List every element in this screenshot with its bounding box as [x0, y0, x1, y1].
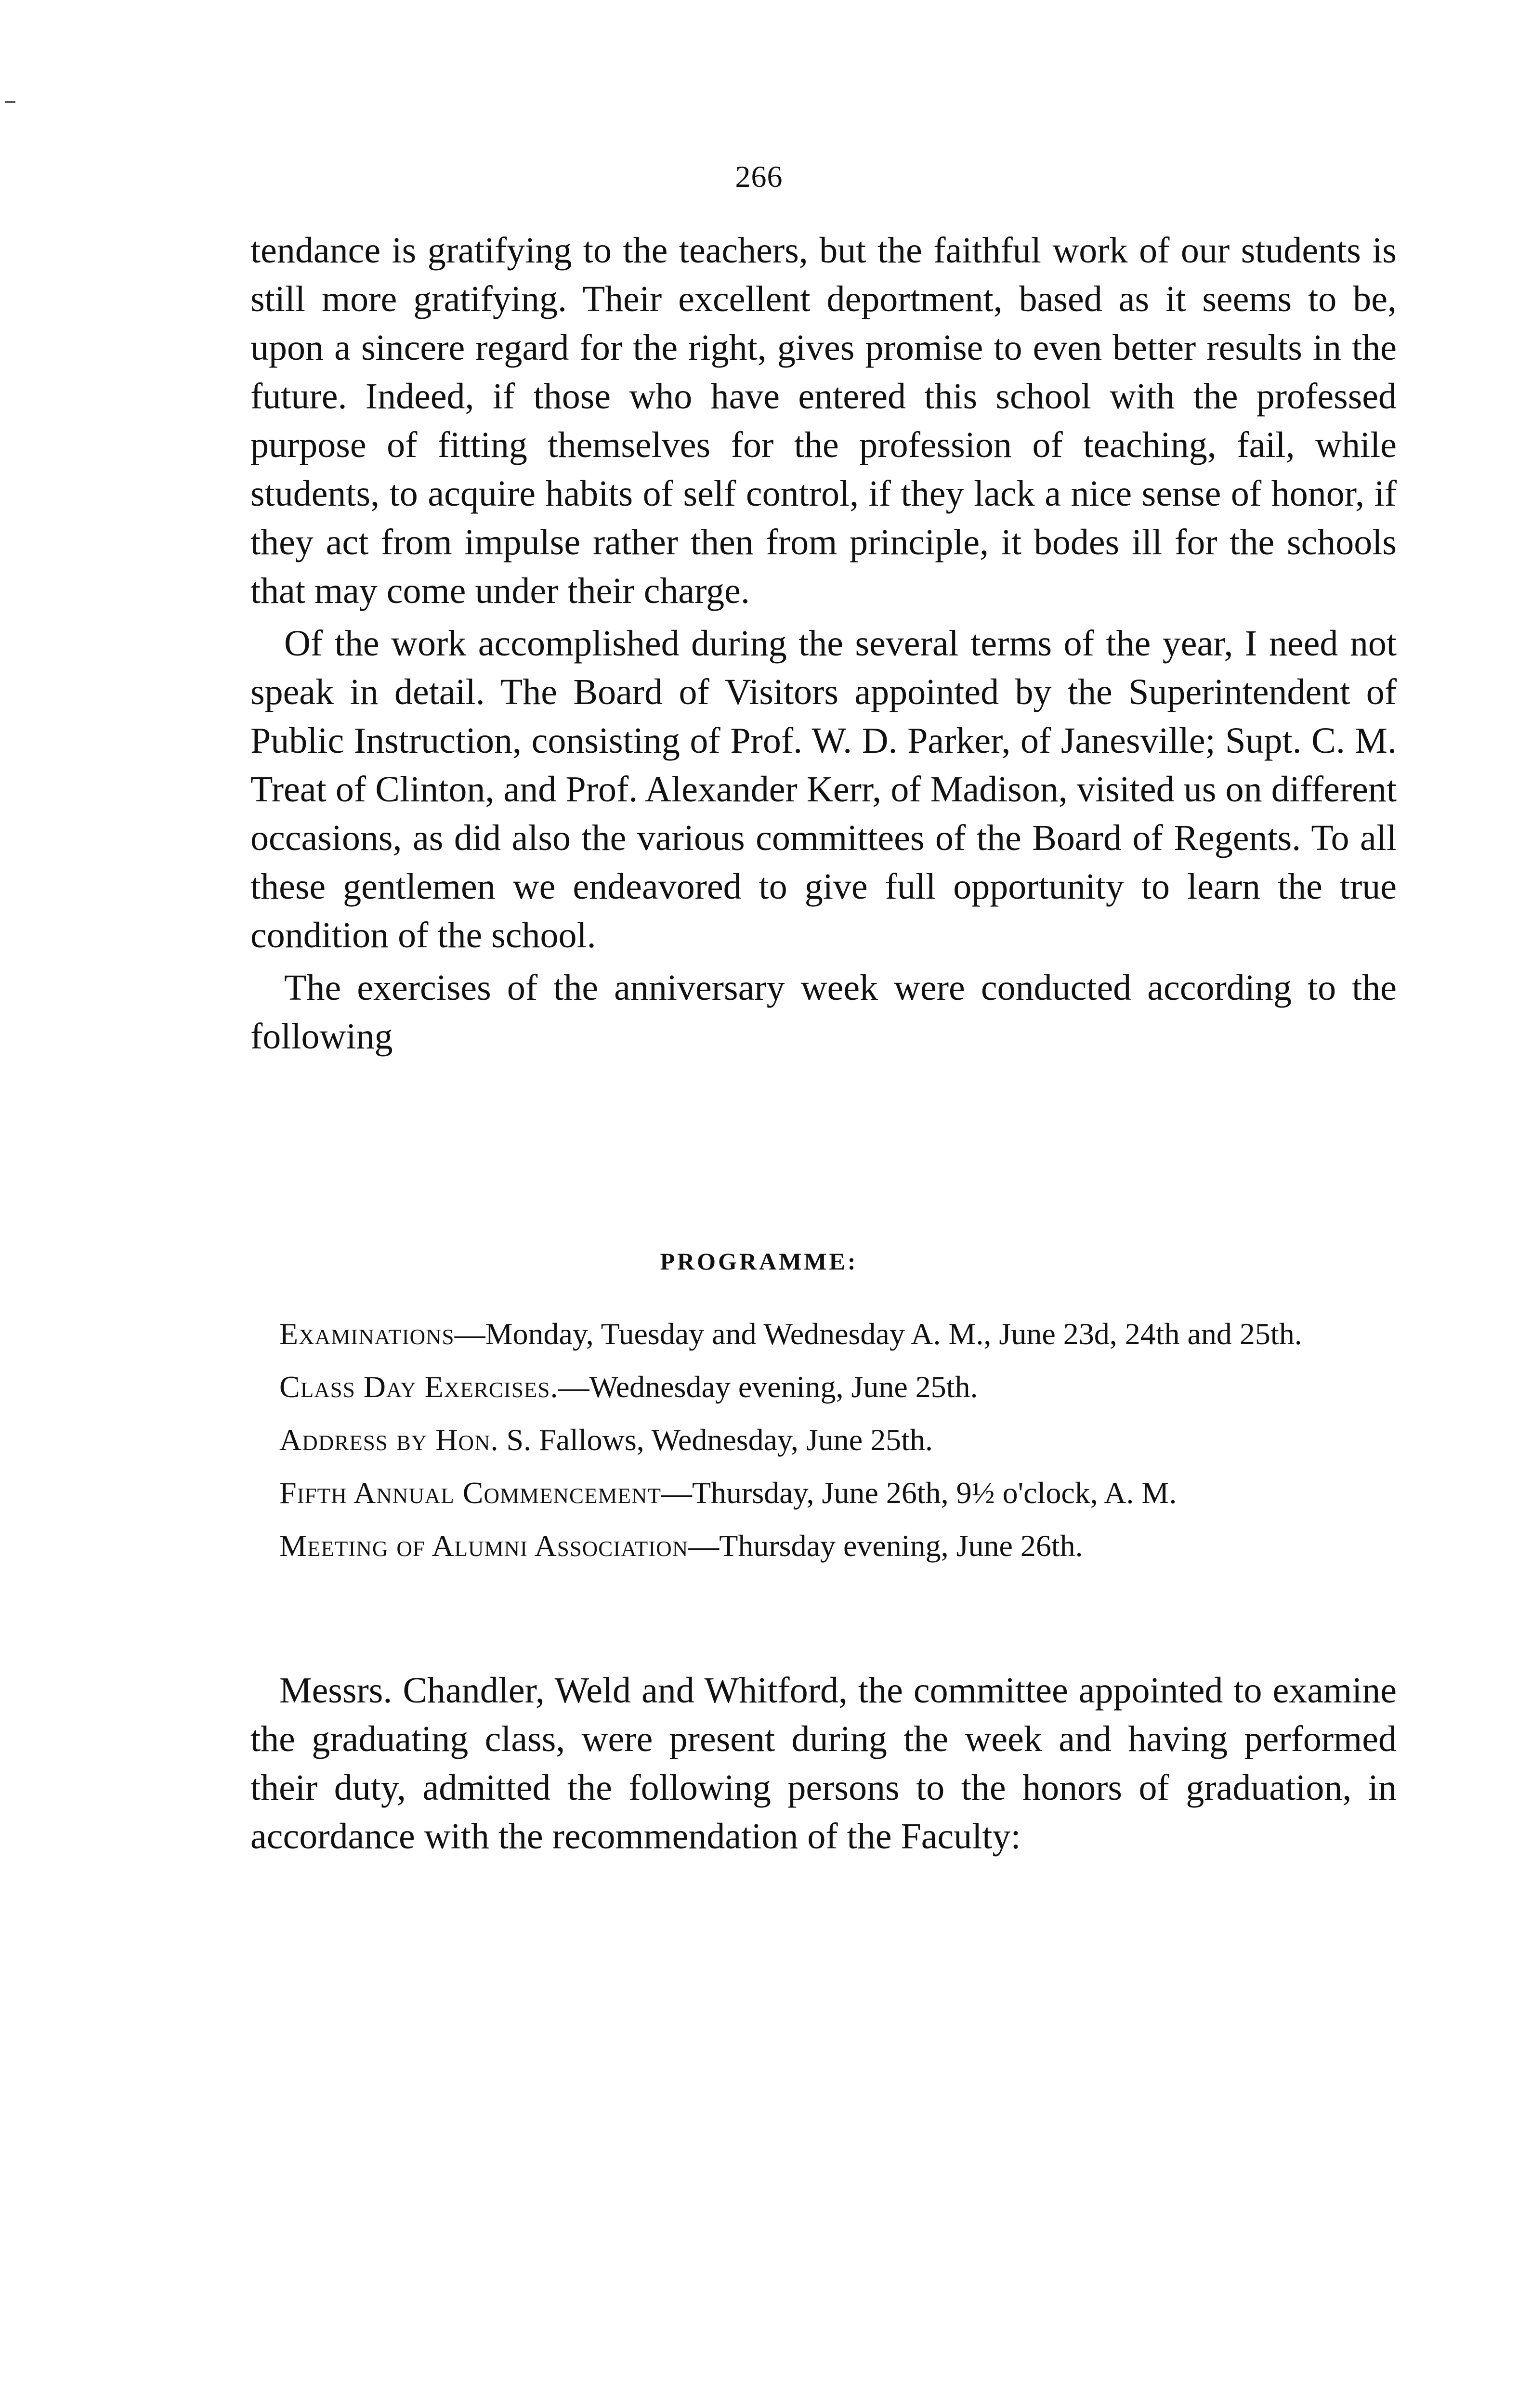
- programme-item-alumni: [250, 1527, 1397, 1565]
- programme-item-text: —Thursday evening, June 26th.: [688, 1529, 1083, 1563]
- programme-list: [250, 1315, 1397, 1580]
- programme-item-text: —Thursday, June 26th, 9½ o'clock, A. M.: [661, 1476, 1177, 1510]
- programme-item-label: Examinations: [279, 1317, 455, 1351]
- paragraph-exercises-intro: The exercises of the anniversary week were conducted according to the following: [250, 968, 1397, 1057]
- paragraph-continuation: tendance is gratifying to the teachers, but the faithful work of our students is still more gratifying. Their excellent deportment, based as it seems to be, upon a sincere regard for the right, gives promise to even better results in the future. Indeed, if those who have entered this school with the professed purpose of fitting themselves for the profession of teaching, fail, while students, to acquire habits of self control, if they lack a nice sense of honor, if they act from impulse rather then from principle, it bodes ill for the schools that may come under their charge.: [250, 230, 1397, 611]
- programme-item-label: Address by Hon.: [279, 1423, 499, 1457]
- programme-item-text: —Monday, Tuesday and Wednesday A. M., June 23d, 24th and 25th.: [454, 1317, 1302, 1351]
- body-text: [250, 226, 1397, 1065]
- programme-item-label: Fifth Annual Commencement: [279, 1476, 661, 1510]
- paragraph-graduation: Messrs. Chandler, Weld and Whitford, the committee appointed to examine the graduating class, were present during the week and having performed their duty, admitted the following persons to the honors of graduation, in accordance with the recommendation of the Faculty:: [250, 1670, 1397, 1857]
- programme-item-commencement: [250, 1474, 1397, 1512]
- programme-item-text: —Wednesday evening, June 25th.: [558, 1370, 978, 1404]
- programme-item-address: [250, 1421, 1397, 1459]
- closing-text: [250, 1666, 1397, 1861]
- programme-item-examinations: [250, 1315, 1397, 1353]
- programme-item-text: S. Fallows, Wednesday, June 25th.: [498, 1423, 933, 1457]
- programme-item-class-day: [250, 1368, 1397, 1406]
- programme-item-label: Class Day Exercises.: [279, 1370, 559, 1404]
- margin-mark: [5, 101, 15, 103]
- paragraph-work-accomplished: Of the work accomplished during the several terms of the year, I need not speak in detail. The Board of Visitors appointed by the Superintendent of Public Instruction, consisting of Prof. W. D. Parker, of Janesville; Supt. C. M. Treat of Clinton, and Prof. Alexander Kerr, of Madison, visited us on different occasions, as did also the various committees of the Board of Regents. To all these gentlemen we endeavored to give full opportunity to learn the true condition of the school.: [250, 623, 1397, 955]
- page-number: 266: [735, 159, 783, 194]
- programme-item-label: Meeting of Alumni Association: [279, 1529, 689, 1563]
- programme-heading: PROGRAMME:: [660, 1248, 858, 1275]
